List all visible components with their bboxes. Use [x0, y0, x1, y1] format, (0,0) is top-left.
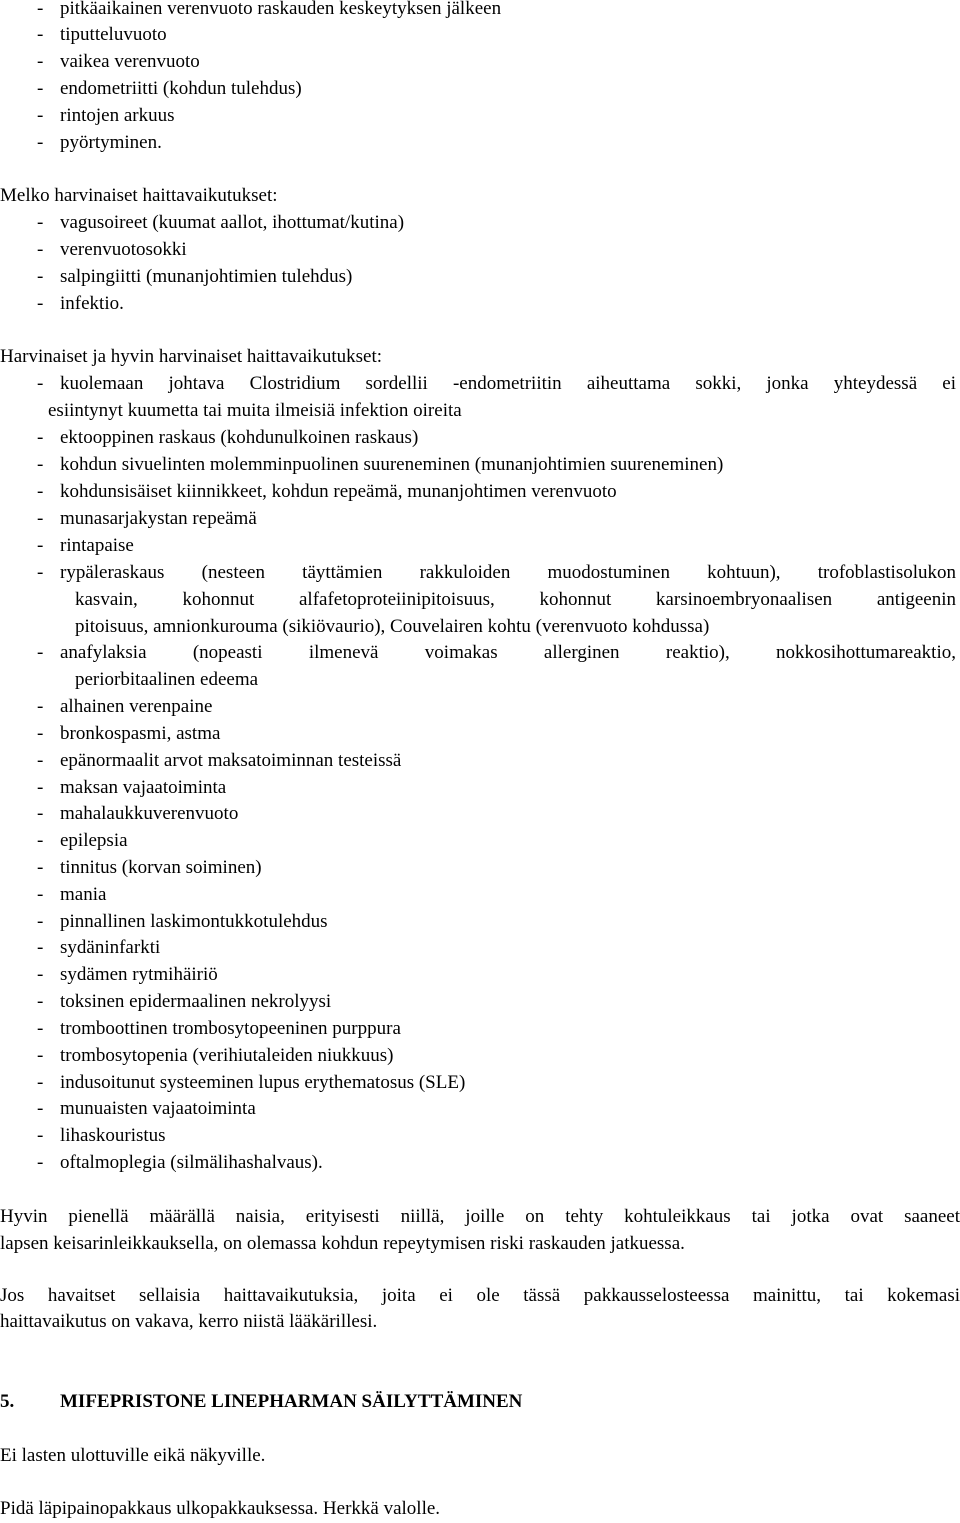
section-title: MIFEPRISTONE LINEPHARMAN SÄILYTTÄMINEN: [60, 1391, 523, 1412]
section-number: 5.: [0, 1391, 15, 1412]
